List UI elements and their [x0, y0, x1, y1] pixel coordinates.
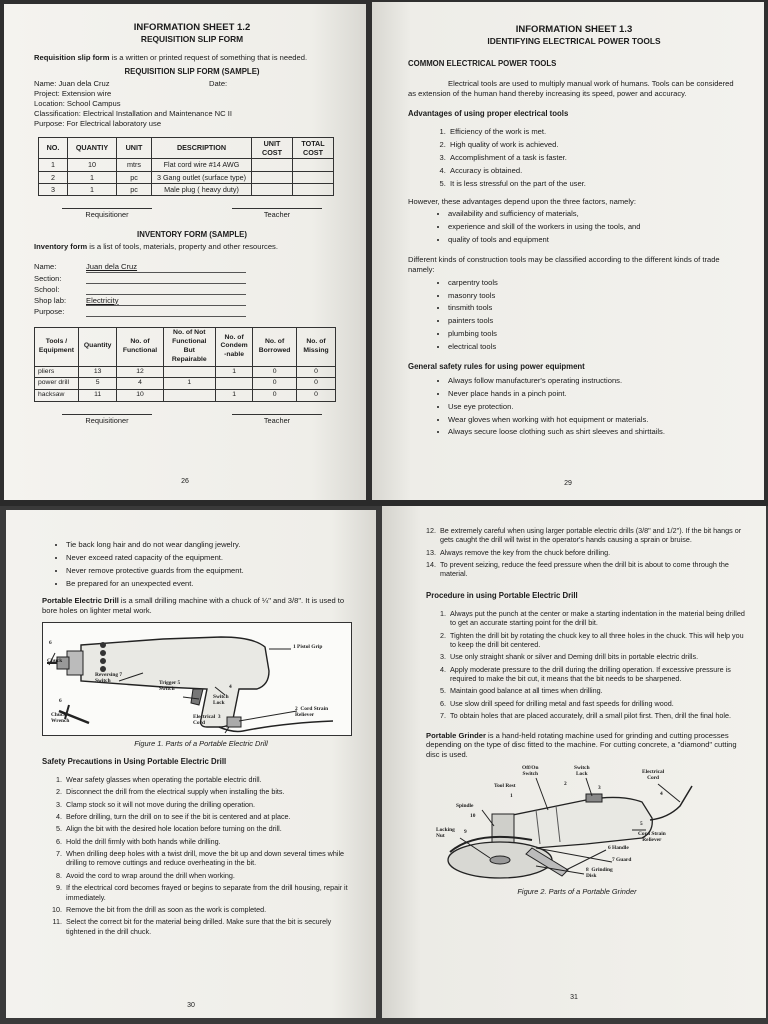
requisition-header-row	[39, 137, 334, 159]
table-row	[35, 390, 336, 402]
list-item: 5. Maintain good balance at all times when drilling.	[448, 686, 748, 695]
sheet-subtitle: IDENTIFYING ELECTRICAL POWER TOOLS	[487, 36, 661, 47]
procedure-list	[426, 609, 748, 721]
table-cell	[252, 159, 293, 171]
list-item: 1. Efficiency of the work is met.	[448, 127, 740, 137]
drill-safety-heading: Safety Precautions in Using Portable Electric Drill	[42, 756, 227, 766]
list-item: • tinsmith tools	[448, 303, 740, 313]
table-cell: mtrs	[117, 159, 152, 171]
label-switch-lock: Switch Lock	[574, 765, 590, 777]
label-chuck-wrench-num: 6	[59, 698, 62, 705]
inventory-definition: Inventory form is a list of tools, materials, property and other resources.	[34, 242, 278, 252]
table-cell: 1	[216, 390, 253, 402]
list-item: 2. Disconnect the drill from the electrical supply when installing the bits.	[64, 787, 360, 796]
table-cell: 5	[78, 378, 117, 390]
safety-heading: General safety rules for using power equipment	[408, 361, 585, 371]
table-cell: pc	[117, 183, 152, 195]
classification-line: Classification: Electrical Installation and Maintenance NC II	[34, 108, 232, 118]
list-item: • quality of tools and equipment	[448, 235, 740, 245]
safety-continued-list	[42, 540, 360, 588]
table-cell	[293, 159, 334, 171]
label-num-5: 5	[640, 821, 643, 828]
page-number: 30	[187, 1001, 195, 1009]
table-cell: 11	[78, 390, 117, 402]
list-item: • electrical tools	[448, 342, 740, 352]
name-line: Name: Juan dela Cruz	[34, 79, 110, 89]
date-line: Date:	[209, 79, 228, 89]
table-cell: 10	[68, 159, 117, 171]
list-item: • Always follow manufacturer's operating instructions.	[448, 376, 740, 386]
table-cell: Male plug ( heavy duty)	[152, 183, 252, 195]
table-cell: 2	[39, 171, 68, 183]
list-item: 4. Before drilling, turn the drill on to see if the bit is centered and at place.	[64, 812, 360, 821]
list-item: 4. Accuracy is obtained.	[448, 166, 740, 176]
col-no: NO.	[39, 137, 68, 159]
page-26	[4, 4, 366, 500]
label-chuck-num: 6	[49, 640, 52, 647]
label-cord-strain-reliever: Cord Strain Reliever	[638, 831, 666, 843]
list-item: 3. Use only straight shank or silver and Deming drill bits in portable electric drills.	[448, 652, 748, 661]
label-reversing-switch: Reversing 7 Switch	[95, 672, 123, 684]
grinder-figure	[436, 766, 696, 884]
drill-definition: Portable Electric Drill is a small drilling machine with a chuck of ¼" and 3/8". It is used to bore holes on lighter metal work.	[42, 596, 345, 616]
intro-paragraph: Electrical tools are used to multiply manual work of humans. Tools can be considered as extension of the human hand thereby increasing its speed, power and accuracy.	[408, 79, 734, 99]
table-row	[39, 183, 334, 195]
table-cell: 0	[297, 366, 336, 378]
col-unit-cost: UNIT COST	[252, 137, 293, 159]
signature-requisitioner: Requisitioner	[62, 414, 152, 426]
table-cell: hacksaw	[35, 390, 79, 402]
project-line: Project: Extension wire	[34, 89, 112, 99]
col-quantity: Quantity	[78, 328, 117, 366]
list-item: 6. Hold the drill firmly with both hands while drilling.	[64, 837, 360, 846]
list-item: • carpentry tools	[448, 278, 740, 288]
list-item: 4. Apply moderate pressure to the drill during the drilling operation. If excessive pressure is required to make the bit cut, it means that the bit needs to be sharpened.	[448, 665, 748, 684]
label-num-4: 4	[660, 791, 663, 798]
bottom-spread	[0, 506, 768, 1024]
list-item: 9. If the electrical cord becomes frayed or begins to separate from the drill housing, repair it immediately.	[64, 883, 360, 902]
table-cell: 0	[253, 378, 297, 390]
table-row	[35, 366, 336, 378]
drill-figure	[42, 622, 352, 736]
procedure-heading: Procedure in using Portable Electric Drill	[426, 590, 578, 600]
inventory-signatures	[62, 414, 322, 426]
list-item: • Wear gloves when working with hot equipment or materials.	[448, 415, 740, 425]
table-cell: Flat cord wire #14 AWG	[152, 159, 252, 171]
col-missing: No. of Missing	[297, 328, 336, 366]
list-item: 10. Remove the bit from the drill as soon as the work is completed.	[64, 905, 360, 914]
list-item: 2. High quality of work is achieved.	[448, 140, 740, 150]
list-item: 8. Avoid the cord to wrap around the drill when working.	[64, 871, 360, 880]
sheet-subtitle: REQUISITION SLIP FORM	[140, 34, 244, 45]
section-heading: COMMON ELECTRICAL POWER TOOLS	[408, 59, 557, 69]
label-tool-rest: Tool Rest	[494, 783, 516, 790]
list-item: 5. Align the bit with the desired hole location before turning on the drill.	[64, 824, 360, 833]
kinds-intro: Different kinds of construction tools may be classified according to the different kinds of trade namely:	[408, 254, 720, 274]
sheet-title: INFORMATION SHEET 1.3	[515, 24, 633, 35]
list-item: 3. Accomplishment of a task is faster.	[448, 153, 740, 163]
label-guard: 7 Guard	[612, 857, 632, 864]
list-item: 1. Wear safety glasses when operating the portable electric drill.	[64, 775, 360, 784]
location-line: Location: School Campus	[34, 98, 121, 108]
table-cell: 3 Gang outlet (surface type)	[152, 171, 252, 183]
list-item: 6. Use slow drill speed for drilling metal and fast speeds for drilling wood.	[448, 699, 748, 708]
table-cell: 12	[117, 366, 163, 378]
drill-precautions-list	[42, 775, 360, 936]
inventory-field: Shop lab: Electricity	[34, 296, 350, 307]
label-pistol-grip: 1 Pistol Grip	[293, 644, 323, 651]
signature-teacher: Teacher	[232, 414, 322, 426]
inventory-field: Section:	[34, 274, 350, 284]
table-cell: 1	[68, 171, 117, 183]
table-cell	[252, 171, 293, 183]
inventory-field: Name: Juan dela Cruz	[34, 262, 350, 273]
list-item: • Always secure loose clothing such as shirt sleeves and shirttails.	[448, 427, 740, 437]
table-cell: 1	[163, 378, 215, 390]
table-cell: 1	[216, 366, 253, 378]
col-not-functional: No. of Not Functional But Repairable	[163, 328, 215, 366]
label-handle: 6 Handle	[608, 845, 629, 852]
purpose-line: Purpose: For Electrical laboratory use	[34, 118, 162, 128]
advantages-heading: Advantages of using proper electrical tools	[408, 109, 569, 119]
requisition-signatures	[62, 208, 322, 220]
figure-caption: Figure 1. Parts of a Portable Electric Drill	[134, 739, 268, 749]
inventory-field: Purpose:	[34, 307, 350, 317]
list-item: • Be prepared for an unexpected event.	[66, 579, 360, 589]
table-row	[35, 378, 336, 390]
list-item: 1. Always put the punch at the center or make a starting indentation in the material being drilled to get an accurate starting point for the drill bit.	[448, 609, 748, 628]
label-switch-lock: Switch Lock	[213, 694, 229, 706]
label-locking-nut: Locking Nut	[436, 827, 455, 839]
label-chuck: Chuck	[47, 658, 63, 665]
table-cell: 0	[253, 366, 297, 378]
grinder-definition: Portable Grinder is a hand-held rotating machine used for grinding and cutting processes depending on the type of disc fitted to the machine. For cutting concrete, a "diamond" cutting disc is used.	[426, 730, 737, 760]
list-item: • painters tools	[448, 316, 740, 326]
list-item: • Tie back long hair and do not wear dangling jewelry.	[66, 540, 360, 550]
list-item: 12. Be extremely careful when using larger portable electric drills (3/8" and 1/2"). If the bit hangs or gets caught the drill will twist in the operator's hands causing a sprain or bruise.	[438, 526, 748, 545]
advantages-list	[408, 127, 740, 188]
table-cell: power drill	[35, 378, 79, 390]
table-cell	[216, 378, 253, 390]
table-cell: pc	[117, 171, 152, 183]
list-item: 5. It is less stressful on the part of the user.	[448, 179, 740, 189]
table-cell: 4	[117, 378, 163, 390]
safety-list	[408, 376, 740, 437]
label-num-1: 1	[510, 793, 513, 800]
label-cord-strain-reliever: 2 Cord Strain Reliever	[295, 706, 329, 718]
requisition-table	[38, 137, 334, 197]
label-electrical-cord: Electrical Cord	[642, 769, 665, 781]
label-num-10: 10	[470, 813, 476, 820]
list-item: 14. To prevent seizing, reduce the feed pressure when the drill bit is about to come through the material.	[438, 560, 748, 579]
table-cell: 10	[117, 390, 163, 402]
list-item: 3. Clamp stock so it will not move during the drilling operation.	[64, 800, 360, 809]
page-29	[372, 2, 764, 502]
list-item: 13. Always remove the key from the chuck before drilling.	[438, 548, 748, 557]
list-item: • plumbing tools	[448, 329, 740, 339]
list-item: • Never place hands in a pinch point.	[448, 389, 740, 399]
page-31	[382, 506, 766, 1018]
inventory-table	[34, 327, 336, 402]
table-cell	[252, 183, 293, 195]
list-item: 11. Select the correct bit for the material being drilled. Make sure that the bit is securely tightened in the drill chuck.	[64, 917, 360, 936]
figure-caption: Figure 2. Parts of a Portable Grinder	[517, 887, 637, 897]
signature-teacher: Teacher	[232, 208, 322, 220]
table-row	[39, 159, 334, 171]
col-borrowed: No. of Borrowed	[253, 328, 297, 366]
kinds-list	[408, 278, 740, 352]
requisition-definition: Requisition slip form is a written or printed request of something that is needed.	[34, 53, 308, 63]
list-item: 7. When drilling deep holes with a twist drill, move the bit up and down several times while drilling to remove cuttings and reduce overheating in the bit.	[64, 849, 360, 868]
col-functional: No. of Functional	[117, 328, 163, 366]
factors-list	[408, 209, 740, 245]
inventory-fields	[34, 262, 350, 317]
table-cell: pliers	[35, 366, 79, 378]
list-item: • experience and skill of the workers in using the tools, and	[448, 222, 740, 232]
table-cell: 3	[39, 183, 68, 195]
drill-precautions-continued	[426, 526, 748, 579]
col-tools: Tools / Equipment	[35, 328, 79, 366]
label-num-2: 2	[564, 781, 567, 788]
table-cell	[293, 183, 334, 195]
col-unit: UNIT	[117, 137, 152, 159]
list-item: • Use eye protection.	[448, 402, 740, 412]
col-total-cost: TOTAL COST	[293, 137, 334, 159]
page-number: 29	[564, 479, 572, 487]
table-cell: 1	[68, 183, 117, 195]
list-item: • availability and sufficiency of materials,	[448, 209, 740, 219]
list-item: • masonry tools	[448, 291, 740, 301]
list-item: 7. To obtain holes that are placed accurately, drill a small pilot first. Then, drill the final hole.	[448, 711, 748, 720]
page-30	[6, 510, 376, 1018]
inventory-title: INVENTORY FORM (SAMPLE)	[137, 229, 247, 239]
label-electrical-cord: Electrical 3 Cord	[193, 714, 221, 726]
col-quantity: QUANTIY	[68, 137, 117, 159]
table-cell: 0	[253, 390, 297, 402]
label-grinding-disk: 8 Grinding Disk	[586, 867, 613, 879]
col-condemnable: No. of Condem -nable	[216, 328, 253, 366]
list-item: 2. Tighten the drill bit by rotating the chuck key to all three holes in the chuck. This will help you to keep the drill bit centered.	[448, 631, 748, 650]
table-cell: 13	[78, 366, 117, 378]
label-trigger-switch: Trigger 5 Switch	[159, 680, 181, 692]
table-cell	[163, 366, 215, 378]
table-cell	[163, 390, 215, 402]
sheet-title: INFORMATION SHEET 1.2	[133, 22, 251, 33]
table-cell: 0	[297, 378, 336, 390]
page-number: 26	[181, 477, 189, 485]
page-number: 31	[570, 993, 578, 1001]
label-onoff-switch: Off/On Switch	[522, 765, 539, 777]
table-cell: 0	[297, 390, 336, 402]
table-row	[39, 171, 334, 183]
list-item: • Never remove protective guards from the equipment.	[66, 566, 360, 576]
label-num-3: 3	[598, 785, 601, 792]
signature-requisitioner: Requisitioner	[62, 208, 152, 220]
label-chuck-wrench: Chuck Wrench	[51, 712, 70, 724]
table-cell: 1	[39, 159, 68, 171]
label-switch-lock-num: 4	[229, 684, 232, 691]
label-num-9: 9	[464, 829, 467, 836]
table-cell	[293, 171, 334, 183]
col-description: DESCRIPTION	[152, 137, 252, 159]
inventory-field: School:	[34, 285, 350, 295]
list-item: • Never exceed rated capacity of the equipment.	[66, 553, 360, 563]
factors-intro: However, these advantages depend upon the three factors, namely:	[408, 196, 636, 206]
inventory-header-row	[35, 328, 336, 366]
requisition-sample-title: REQUISITION SLIP FORM (SAMPLE)	[124, 67, 260, 77]
name-date-row	[34, 79, 350, 89]
label-spindle: Spindle	[456, 803, 474, 810]
